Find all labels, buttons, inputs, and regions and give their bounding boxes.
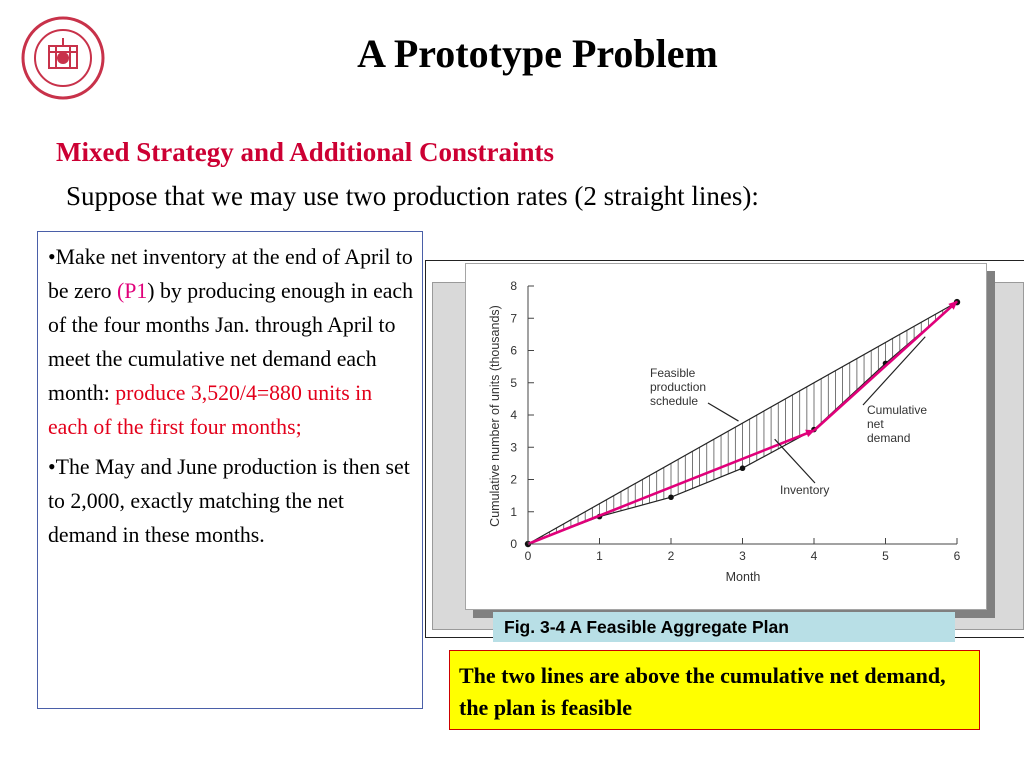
figure-caption: Fig. 3-4 A Feasible Aggregate Plan (493, 612, 955, 642)
x-tick-label: 3 (739, 549, 746, 563)
y-tick-label: 1 (510, 504, 517, 519)
highlight-text: produce 3,520/4=880 units in each of the first four months; (48, 381, 373, 439)
production-rate-arrow (528, 430, 814, 544)
intro-text: Suppose that we may use two production rates (2 straight lines): (66, 181, 759, 211)
y-tick-label: 6 (510, 343, 517, 358)
y-tick-label: 5 (510, 375, 517, 390)
y-axis-label: Cumulative number of units (thousands) (488, 305, 502, 527)
bullet-textbox (37, 231, 423, 709)
y-tick-label: 7 (510, 311, 517, 326)
y-tick-label: 3 (510, 440, 517, 455)
x-tick-label: 5 (882, 549, 889, 563)
annotation-pointer (708, 403, 739, 421)
annotation-label: Cumulative net demand (867, 403, 928, 445)
y-tick-label: 2 (510, 472, 517, 487)
x-axis-label: Month (725, 570, 761, 584)
bullet-item: •The May and June production is then set to 2,000, exactly matching the net demand in these months. (48, 455, 410, 547)
x-tick-label: 6 (953, 549, 961, 563)
x-tick-label: 4 (810, 549, 818, 563)
aggregate-plan-chart (465, 263, 985, 608)
bullet-item: •Make net inventory at the end of April to be zero (P1) by producing enough in each of the four months Jan. through April to meet the cumulative net demand each month: produce 3,520/4=880 units in each of the first four months; (48, 245, 413, 439)
slide-title: A Prototype Problem (357, 31, 718, 76)
x-tick-label: 1 (596, 549, 603, 563)
net-demand-point (668, 494, 674, 500)
annotation-pointer (775, 439, 815, 483)
y-tick-label: 0 (510, 537, 517, 551)
conclusion-note: The two lines are above the cumulative net demand, the plan is feasible (449, 650, 980, 730)
y-tick-label: 8 (510, 279, 517, 293)
x-tick-label: 2 (667, 549, 675, 563)
annotation-label: Feasible production schedule (650, 366, 707, 408)
net-demand-point (740, 465, 746, 471)
x-tick-label: 0 (524, 549, 532, 563)
y-tick-label: 4 (510, 408, 517, 422)
slide-subtitle: Mixed Strategy and Additional Constraints (56, 137, 555, 167)
schedule-line (528, 302, 957, 544)
annotation-label: Inventory (780, 483, 830, 497)
annotation-pointer (863, 337, 925, 405)
